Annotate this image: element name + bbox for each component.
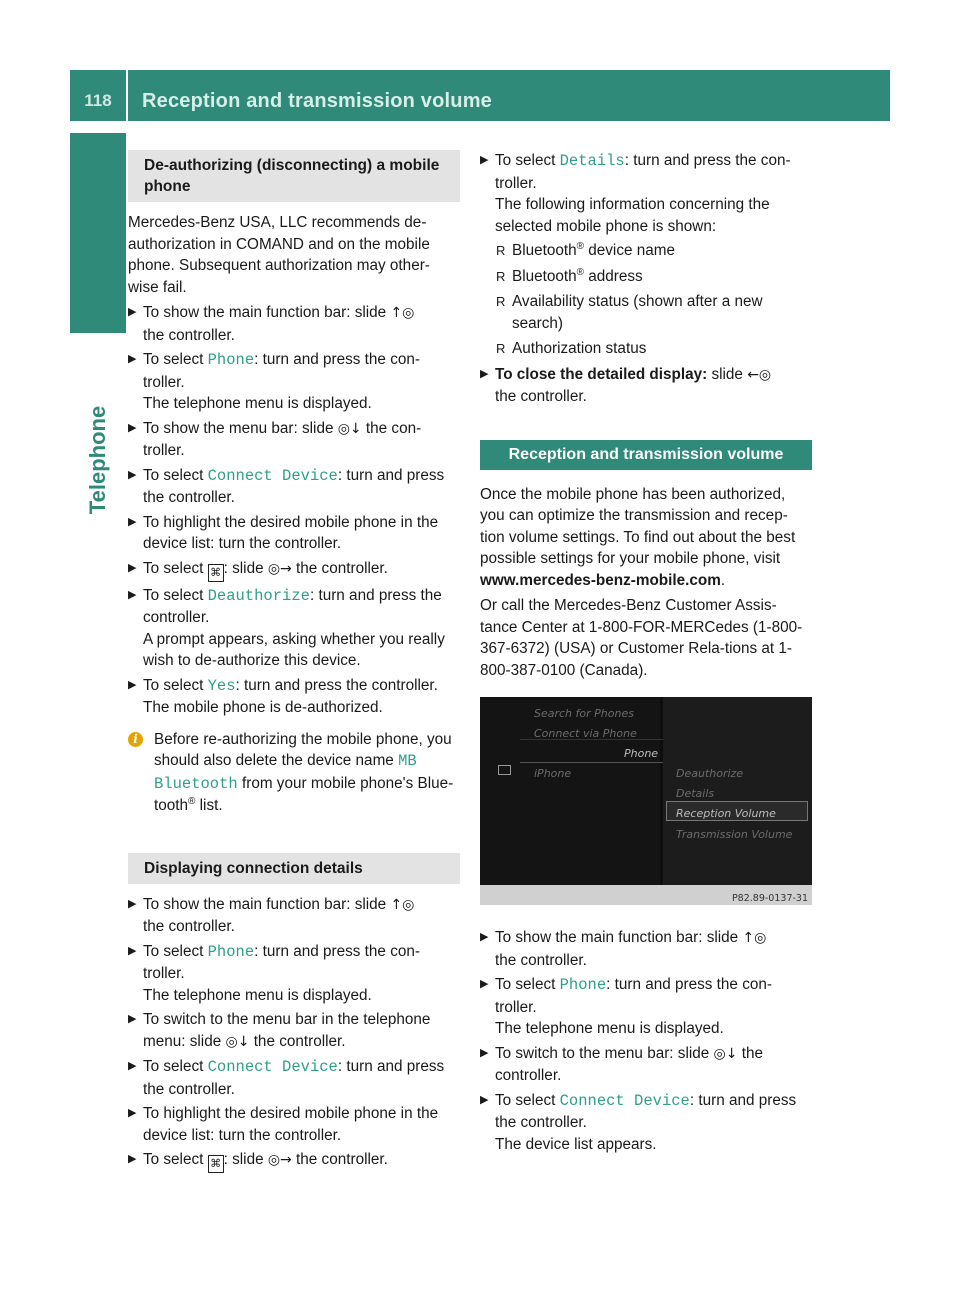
controller-up-icon: ↑◎ <box>742 930 767 946</box>
step: ▶ To select Yes: turn and press the controller. The mobile phone is de-authorized. <box>128 676 438 716</box>
step: ▶ To highlight the desired mobile phone in the device list: turn the controller. <box>128 513 439 552</box>
screen-item-search: Search for Phones <box>534 707 634 720</box>
paragraph: Once the mobile phone has been authorized, you can optimize the transmission and recep-tion volume settings. To find out about the best possible settings for your mobile phone, visit www.mercedes-benz-mobile.com. <box>480 485 796 589</box>
menu-item-connect-device: Connect Device <box>207 466 338 485</box>
info-icon: i <box>128 732 143 747</box>
menu-item-phone: Phone <box>207 942 255 961</box>
controller-down-icon: ◎↓ <box>225 1033 250 1050</box>
step: ▶ To show the main function bar: slide ↑◎ the controller. <box>128 895 415 935</box>
section-heading-volume: Reception and transmission volume <box>480 440 812 470</box>
menu-item-deauthorize: Deauthorize <box>207 586 310 605</box>
step: ▶ To highlight the desired mobile phone in the device list: turn the controller. <box>128 1105 439 1144</box>
phone-device-icon <box>498 765 511 775</box>
menu-item-connect-device: Connect Device <box>207 1058 338 1076</box>
screen-item-deauthorize: Deauthorize <box>676 767 744 780</box>
list-item: R Bluetooth® address <box>496 266 643 285</box>
screen-item-details: Details <box>676 787 715 800</box>
step: ▶ To select Connect Device: turn and press the controller. <box>128 466 445 506</box>
controller-down-icon: ◎↓ <box>713 1045 738 1062</box>
controller-down-icon: ◎↓ <box>337 420 362 437</box>
step: ▶ To select Phone: turn and press the con-troller. The telephone menu is displayed. <box>480 976 772 1037</box>
menu-item-phone: Phone <box>207 351 255 369</box>
step: ▶ To select Phone: turn and press the con-troller. The telephone menu is displayed. <box>128 351 420 412</box>
comand-screenshot <box>480 697 812 905</box>
controller-up-icon: ↑◎ <box>390 896 415 913</box>
screen-item-connect: Connect via Phone <box>534 727 637 740</box>
menu-item-yes: Yes <box>207 676 236 695</box>
menu-item-connect-device: Connect Device <box>559 1091 690 1110</box>
step: ▶ To close the detailed display: slide ←◎ the controller. <box>480 365 772 405</box>
menu-item-details: Details <box>559 152 625 170</box>
page-number: 118 <box>84 91 112 110</box>
image-code: P82.89-0137-31 <box>731 893 808 904</box>
controller-left-icon: ←◎ <box>747 366 772 383</box>
section-heading-deauthorize: De-authorizing (disconnecting) a mobile phone <box>128 150 460 202</box>
step: ▶ To select Phone: turn and press the con-troller. The telephone menu is displayed. <box>128 942 420 1004</box>
menu-symbol-icon: ⌘ <box>208 1155 224 1173</box>
step: ▶ To show the main function bar: slide ↑◎ the controller. <box>128 304 415 344</box>
step: ▶ To select Deauthorize: turn and press the controller. A prompt appears, asking whether you really wish to de-authorize this device. <box>128 586 445 669</box>
step: ▶ To select Connect Device: turn and press the controller. <box>128 1058 445 1098</box>
step: ▶ To select ⌘ : slide ◎→ the controller. <box>128 558 460 582</box>
paragraph: Or call the Mercedes-Benz Customer Assis-tance Center at 1-800-FOR-MERCedes (1-800-367-6372) (USA) or Customer Rela-tions at 1-800-387-0100 (Canada). <box>480 597 803 679</box>
page-header <box>70 70 890 121</box>
step: ▶ To select Details: turn and press the con-troller. The following information concerning the selected mobile phone is shown: <box>480 152 791 235</box>
device-name-code: MB Bluetooth <box>154 752 417 793</box>
list-item: R Bluetooth® device name <box>496 240 675 259</box>
screen-item-iphone: iPhone <box>534 767 572 780</box>
step: ▶ To switch to the menu bar in the telephone menu: slide ◎↓ the controller. <box>128 1011 431 1050</box>
website-link: www.mercedes-benz-mobile.com <box>480 571 721 589</box>
section-heading-connection-details: Displaying connection details <box>128 853 460 884</box>
page-title: Reception and transmission volume <box>142 90 493 112</box>
step: ▶ To select Connect Device: turn and press the controller. The device list appears. <box>480 1091 797 1153</box>
side-tab <box>70 133 126 333</box>
header-divider <box>126 70 128 121</box>
controller-right-icon: ◎→ <box>267 1152 292 1168</box>
step: ▶ To show the main function bar: slide ↑◎ the controller. <box>480 929 767 969</box>
screen-item-reception: Reception Volume <box>676 807 776 820</box>
screen-item-transmission: Transmission Volume <box>676 828 793 841</box>
menu-item-phone: Phone <box>559 976 607 994</box>
list-item: R Availability status (shown after a new search) <box>496 293 763 332</box>
left-column <box>128 150 460 1176</box>
step: ▶ To switch to the menu bar: slide ◎↓ the controller. <box>480 1044 763 1084</box>
step: ▶ To show the menu bar: slide ◎↓ the con-troller. <box>128 419 422 459</box>
step: ▶ To select ⌘ : slide ◎→ the controller. <box>128 1149 460 1173</box>
side-section-label: Telephone <box>85 405 110 515</box>
info-note: i Before re-authorizing the mobile phone, you should also delete the device name MB Bluetooth from your mobile phone's Blue-tooth® list. <box>128 729 460 817</box>
controller-up-icon: ↑◎ <box>390 305 415 321</box>
screen-item-phone: Phone <box>624 747 659 760</box>
list-item: R Authorization status <box>496 340 647 357</box>
menu-symbol-icon: ⌘ <box>208 564 224 582</box>
controller-right-icon: ◎→ <box>267 560 292 577</box>
paragraph: Mercedes-Benz USA, LLC recommends de-authorization in COMAND and on the mobile phone. Subsequent authorization may other-wise fail. <box>128 214 430 296</box>
right-column <box>480 150 812 1158</box>
